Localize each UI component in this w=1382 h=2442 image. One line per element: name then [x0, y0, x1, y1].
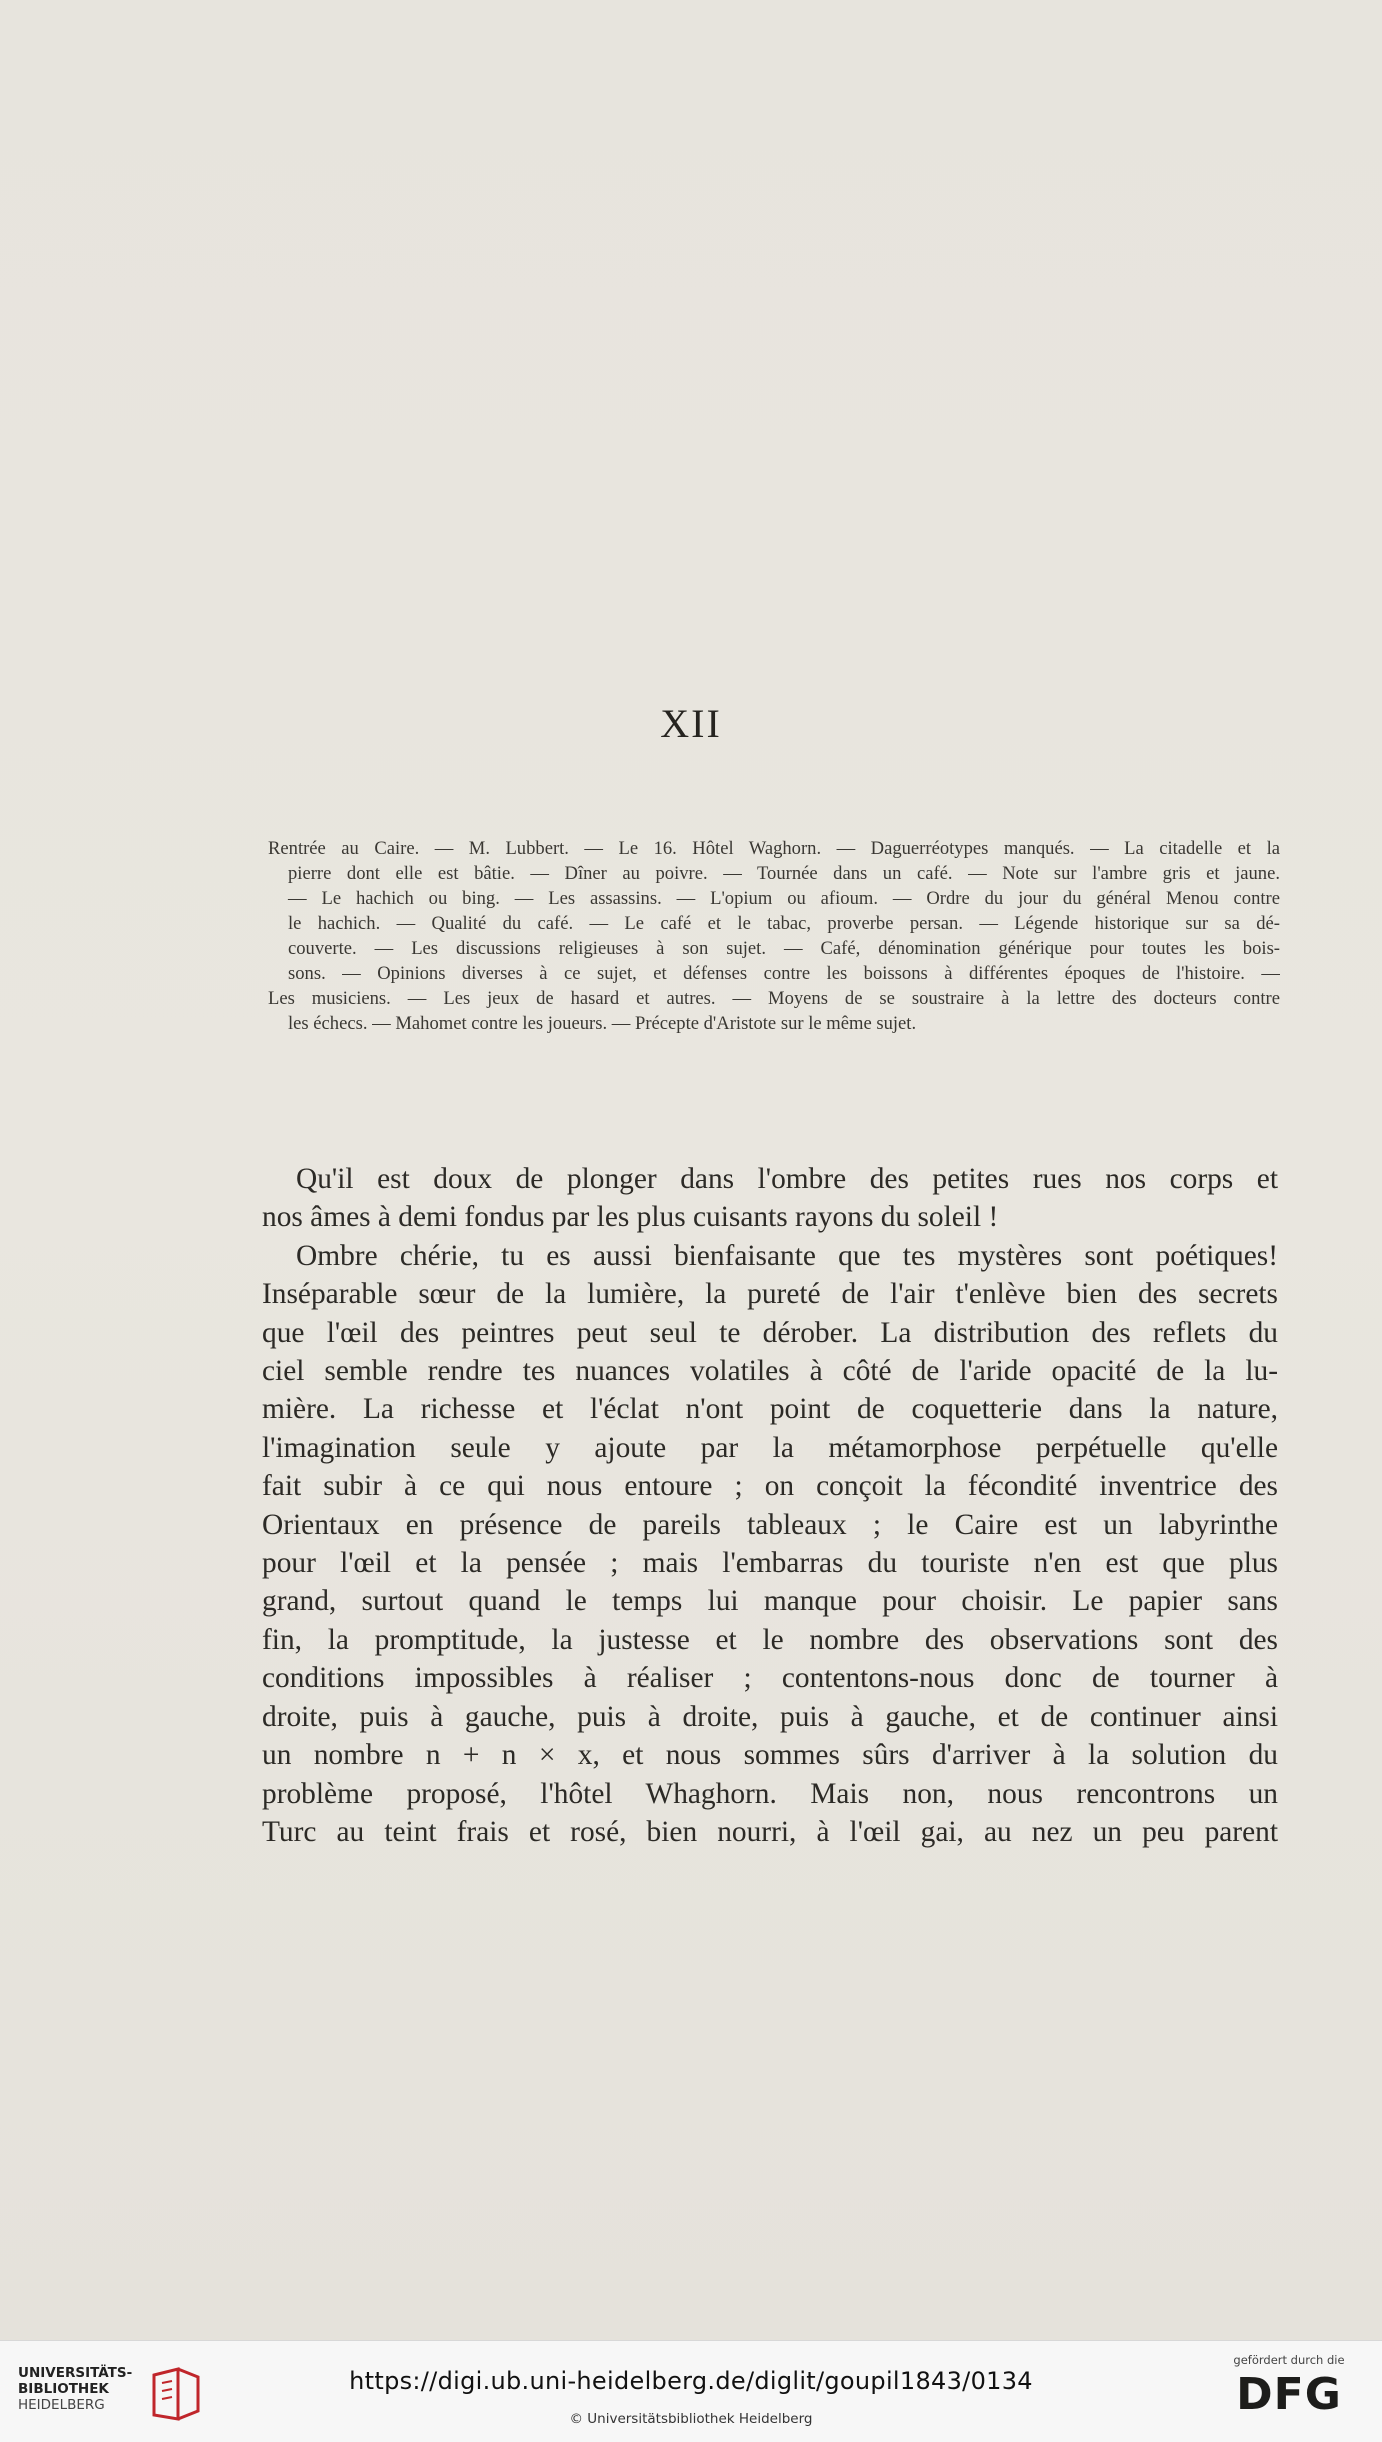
body-line: que l'œil des peintres peut seul te dérober. La distribution des reflets du [262, 1316, 1278, 1349]
summary-line: Rentrée au Caire. — M. Lubbert. — Le 16. Hôtel Waghorn. — Daguerréotypes manqués. — La citadelle et la [268, 838, 1280, 859]
summary-line: les échecs. — Mahomet contre les joueurs. — Précepte d'Aristote sur le même sujet. [288, 1013, 917, 1034]
body-line: Qu'il est doux de plonger dans l'ombre des petites rues nos corps et [296, 1163, 1278, 1195]
body-line: Orientaux en présence de pareils tableaux ; le Caire est un labyrinthe [262, 1508, 1278, 1541]
body-line: fin, la promptitude, la justesse et le nombre des observations sont des [262, 1623, 1278, 1656]
viewer-footer [0, 2340, 1382, 2442]
permalink-url[interactable]: https://digi.ub.uni-heidelberg.de/diglit/goupil1843/0134 [349, 2367, 1033, 2395]
body-line: un nombre n + n × x, et nous sommes sûrs d'arriver à la solution du [262, 1739, 1278, 1772]
chapter-number: XII [660, 701, 722, 746]
summary-line: sons. — Opinions diverses à ce sujet, et défenses contre les boissons à différentes époques de l'histoire. — [288, 963, 1280, 984]
library-name-line: UNIVERSITÄTS- [18, 2365, 133, 2381]
summary-line: couverte. — Les discussions religieuses à son sujet. — Café, dénomination générique pour toutes les bois- [288, 938, 1280, 959]
funder-caption: gefördert durch die [1233, 2353, 1345, 2367]
body-text [262, 1160, 1278, 1851]
body-line: nos âmes à demi fondus par les plus cuisants rayons du soleil ! [262, 1201, 999, 1234]
body-line: Turc au teint frais et rosé, bien nourri, à l'œil gai, au nez un peu parent [262, 1815, 1278, 1848]
library-name-line: HEIDELBERG [18, 2397, 105, 2413]
body-line: fait subir à ce qui nous entoure ; on conçoit la fécondité inventrice des [262, 1470, 1278, 1503]
summary-line: le hachich. — Qualité du café. — Le café et le tabac, proverbe persan. — Légende historique sur sa dé- [288, 913, 1280, 934]
dfg-logo: DFG [1236, 2369, 1342, 2420]
body-line: Inséparable sœur de la lumière, la pureté de l'air t'enlève bien des secrets [262, 1278, 1278, 1311]
body-line: Ombre chérie, tu es aussi bienfaisante que tes mystères sont poétiques! [296, 1239, 1278, 1272]
summary-line: — Le hachich ou bing. — Les assassins. — L'opium ou afioum. — Ordre du jour du général Menou contre [288, 888, 1280, 909]
body-line: ciel semble rendre tes nuances volatiles à côté de l'aride opacité de la lu- [262, 1355, 1278, 1388]
body-line: l'imagination seule y ajoute par la métamorphose perpétuelle qu'elle [262, 1431, 1278, 1464]
body-line: droite, puis à gauche, puis à droite, puis à gauche, et de continuer ainsi [262, 1700, 1278, 1733]
body-line: pour l'œil et la pensée ; mais l'embarras du touriste n'en est que plus [262, 1547, 1278, 1580]
summary-line: Les musiciens. — Les jeux de hasard et autres. — Moyens de se soustraire à la lettre des docteurs contre [268, 988, 1280, 1009]
body-line: conditions impossibles à réaliser ; contentons-nous donc de tourner à [262, 1662, 1278, 1695]
body-line: mière. La richesse et l'éclat n'ont point de coquetterie dans la nature, [262, 1393, 1278, 1426]
library-name-line: BIBLIOTHEK [18, 2381, 109, 2397]
summary-line: pierre dont elle est bâtie. — Dîner au poivre. — Tournée dans un café. — Note sur l'ambre gris et jaune. [288, 863, 1280, 884]
body-line: problème proposé, l'hôtel Whaghorn. Mais non, nous rencontrons un [262, 1777, 1278, 1810]
funder-logo[interactable] [1214, 2353, 1364, 2433]
body-line: grand, surtout quand le temps lui manque pour choisir. Le papier sans [262, 1585, 1278, 1618]
copyright-notice: © Universitätsbibliothek Heidelberg [569, 2411, 813, 2427]
chapter-summary [268, 836, 1280, 1036]
